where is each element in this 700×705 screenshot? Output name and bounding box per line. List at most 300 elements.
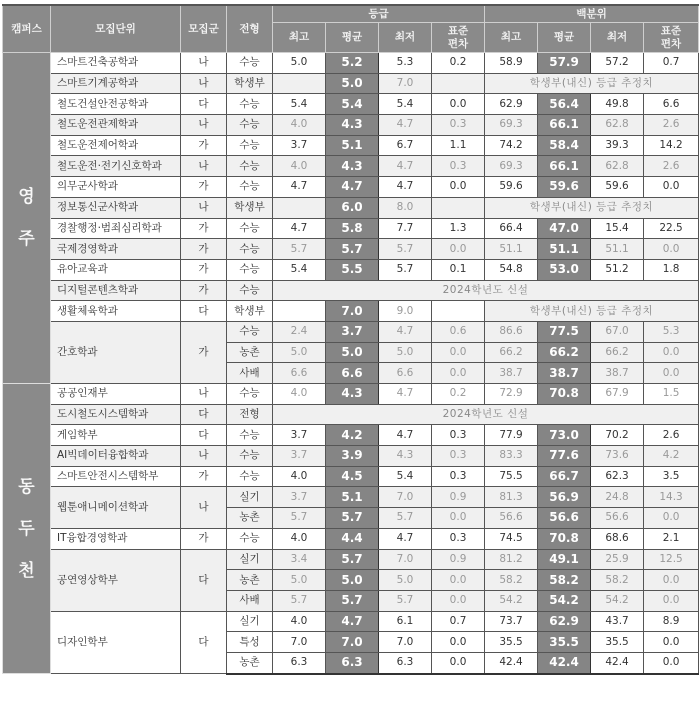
pct-min: 62.3: [591, 466, 644, 487]
grade-min: 7.0: [379, 73, 432, 94]
grade-avg: 4.3: [326, 384, 379, 405]
pct-min: 56.6: [591, 508, 644, 529]
recruit-group: 가: [181, 321, 227, 383]
grade-avg: 4.7: [326, 177, 379, 198]
pct-std: 0.0: [644, 632, 699, 653]
unit-name: AI빅데이터융합학과: [51, 446, 181, 467]
grade-max: 5.7: [273, 590, 326, 611]
note-school-record: 학생부(내신) 등급 추정치: [485, 197, 699, 218]
unit-name: 간호학과: [51, 321, 181, 383]
campus-char: 영: [18, 187, 35, 207]
pct-avg: 66.1: [538, 115, 591, 136]
header-grade-min: 최저: [379, 23, 432, 53]
header-unit: 모집단위: [51, 5, 181, 53]
recruit-group: 가: [181, 280, 227, 301]
unit-name: 디자인학부: [51, 611, 181, 674]
grade-min: 8.0: [379, 197, 432, 218]
grade-max: 4.0: [273, 384, 326, 405]
grade-min: 5.0: [379, 342, 432, 363]
grade-min: 5.4: [379, 466, 432, 487]
header-grade-max: 최고: [273, 23, 326, 53]
grade-max: 5.7: [273, 508, 326, 529]
pct-min: 54.2: [591, 590, 644, 611]
grade-std: 0.0: [432, 342, 485, 363]
grade-max: 4.7: [273, 177, 326, 198]
grade-max: 3.7: [273, 446, 326, 467]
header-campus: 캠퍼스: [3, 5, 51, 53]
unit-name: 스마트기계공학과: [51, 73, 181, 94]
pct-avg: 66.2: [538, 342, 591, 363]
header-pct-avg: 평균: [538, 23, 591, 53]
pct-min: 42.4: [591, 652, 644, 673]
pct-min: 68.6: [591, 528, 644, 549]
unit-name: 유아교육과: [51, 259, 181, 280]
grade-max: 4.0: [273, 528, 326, 549]
pct-std: 6.6: [644, 94, 699, 115]
admission-type: 수능: [227, 177, 273, 198]
pct-avg: 70.8: [538, 528, 591, 549]
recruit-group: 나: [181, 487, 227, 528]
grade-max: 5.4: [273, 94, 326, 115]
pct-avg: 56.9: [538, 487, 591, 508]
pct-avg: 66.1: [538, 156, 591, 177]
note-school-record: 학생부(내신) 등급 추정치: [485, 73, 699, 94]
table-row: [3, 218, 699, 239]
unit-name: 공연영상학부: [51, 549, 181, 611]
admission-type: 학생부: [227, 73, 273, 94]
grade-min: 4.7: [379, 321, 432, 342]
grade-std: [432, 301, 485, 322]
pct-std: 3.5: [644, 466, 699, 487]
pct-std: 14.2: [644, 135, 699, 156]
pct-avg: 57.9: [538, 53, 591, 74]
pct-std: 0.0: [644, 652, 699, 673]
admission-type: 수능: [227, 135, 273, 156]
campus-cell: [3, 53, 51, 384]
pct-std: 0.0: [644, 570, 699, 591]
grade-avg: 3.9: [326, 446, 379, 467]
header-grade-section: 등급: [273, 5, 485, 23]
grade-avg: 5.7: [326, 508, 379, 529]
unit-name: 정보통신군사학과: [51, 197, 181, 218]
grade-avg: 5.8: [326, 218, 379, 239]
admission-type: 수능: [227, 259, 273, 280]
grade-min: 4.7: [379, 425, 432, 446]
admission-type: 농촌: [227, 570, 273, 591]
pct-max: 75.5: [485, 466, 538, 487]
table-row: [3, 156, 699, 177]
grade-std: 0.0: [432, 508, 485, 529]
recruit-group: 다: [181, 404, 227, 425]
pct-min: 70.2: [591, 425, 644, 446]
pct-std: 12.5: [644, 549, 699, 570]
unit-name: 철도운전·전기신호학과: [51, 156, 181, 177]
pct-std: 0.0: [644, 590, 699, 611]
admission-type: 수능: [227, 115, 273, 136]
recruit-group: 다: [181, 301, 227, 322]
grade-max: 4.7: [273, 218, 326, 239]
grade-min: 6.1: [379, 611, 432, 632]
grade-min: 5.7: [379, 239, 432, 260]
grade-max: 5.7: [273, 239, 326, 260]
pct-std: 2.6: [644, 425, 699, 446]
grade-std: 0.1: [432, 259, 485, 280]
pct-std: 0.0: [644, 363, 699, 384]
recruit-group: 나: [181, 384, 227, 405]
pct-max: 35.5: [485, 632, 538, 653]
pct-max: 77.9: [485, 425, 538, 446]
pct-max: 59.6: [485, 177, 538, 198]
grade-avg: 6.0: [326, 197, 379, 218]
campus-char: 동: [18, 476, 35, 497]
pct-min: 24.8: [591, 487, 644, 508]
grade-std: [432, 73, 485, 94]
unit-name: 스마트안전시스템학부: [51, 466, 181, 487]
table-row: [3, 487, 699, 508]
grade-max: [273, 197, 326, 218]
unit-name: 공공인재부: [51, 384, 181, 405]
grade-min: 7.7: [379, 218, 432, 239]
grade-avg: 5.7: [326, 549, 379, 570]
pct-avg: 54.2: [538, 590, 591, 611]
grade-std: 0.0: [432, 363, 485, 384]
pct-std: 14.3: [644, 487, 699, 508]
pct-max: 54.8: [485, 259, 538, 280]
grade-min: 4.7: [379, 528, 432, 549]
pct-avg: 38.7: [538, 363, 591, 384]
grade-avg: 5.7: [326, 239, 379, 260]
pct-avg: 77.6: [538, 446, 591, 467]
admission-type: 수능: [227, 156, 273, 177]
unit-name: 디지털콘텐츠학과: [51, 280, 181, 301]
admission-results-table: [2, 4, 699, 675]
recruit-group: 가: [181, 466, 227, 487]
grade-std: 0.3: [432, 528, 485, 549]
pct-std: 1.8: [644, 259, 699, 280]
pct-avg: 59.6: [538, 177, 591, 198]
table-row: [3, 239, 699, 260]
grade-min: 6.3: [379, 652, 432, 673]
table-row: [3, 528, 699, 549]
table-row: [3, 177, 699, 198]
grade-min: 7.0: [379, 549, 432, 570]
grade-max: 6.3: [273, 652, 326, 673]
recruit-group: 다: [181, 425, 227, 446]
unit-name: 스마트건축공학과: [51, 53, 181, 74]
grade-min: 4.7: [379, 384, 432, 405]
grade-avg: 6.3: [326, 652, 379, 673]
grade-std: 0.3: [432, 115, 485, 136]
pct-std: 1.5: [644, 384, 699, 405]
recruit-group: 가: [181, 177, 227, 198]
grade-max: 4.0: [273, 156, 326, 177]
grade-min: 4.7: [379, 177, 432, 198]
table-row: [3, 425, 699, 446]
grade-max: 5.0: [273, 342, 326, 363]
grade-avg: 7.0: [326, 632, 379, 653]
grade-std: 0.0: [432, 652, 485, 673]
grade-std: 1.1: [432, 135, 485, 156]
pct-min: 59.6: [591, 177, 644, 198]
grade-avg: 5.7: [326, 590, 379, 611]
pct-min: 67.0: [591, 321, 644, 342]
pct-avg: 58.4: [538, 135, 591, 156]
grade-min: 6.7: [379, 135, 432, 156]
pct-min: 62.8: [591, 115, 644, 136]
grade-std: [432, 197, 485, 218]
grade-max: 3.7: [273, 487, 326, 508]
grade-max: [273, 73, 326, 94]
grade-max: 2.4: [273, 321, 326, 342]
pct-min: 62.8: [591, 156, 644, 177]
grade-std: 0.0: [432, 590, 485, 611]
grade-min: 5.4: [379, 94, 432, 115]
pct-max: 38.7: [485, 363, 538, 384]
grade-min: 5.7: [379, 590, 432, 611]
admission-type: 농촌: [227, 508, 273, 529]
header-group: 모집군: [181, 5, 227, 53]
unit-name: 의무군사학과: [51, 177, 181, 198]
table-row: [3, 197, 699, 218]
unit-name: 국제경영학과: [51, 239, 181, 260]
admission-type: 실기: [227, 487, 273, 508]
grade-min: 7.0: [379, 632, 432, 653]
pct-max: 74.5: [485, 528, 538, 549]
header-pct-max: 최고: [485, 23, 538, 53]
grade-avg: 4.3: [326, 115, 379, 136]
admission-type: 수능: [227, 425, 273, 446]
header-grade-std: 표준 편차: [432, 23, 485, 53]
pct-max: 83.3: [485, 446, 538, 467]
campus-cell: [3, 384, 51, 674]
pct-std: 0.7: [644, 53, 699, 74]
pct-max: 73.7: [485, 611, 538, 632]
recruit-group: 나: [181, 53, 227, 74]
pct-max: 69.3: [485, 156, 538, 177]
grade-avg: 5.5: [326, 259, 379, 280]
grade-std: 0.2: [432, 53, 485, 74]
admission-type: 특성: [227, 632, 273, 653]
pct-std: 2.6: [644, 156, 699, 177]
pct-avg: 70.8: [538, 384, 591, 405]
pct-min: 25.9: [591, 549, 644, 570]
pct-max: 66.4: [485, 218, 538, 239]
grade-std: 0.0: [432, 177, 485, 198]
header-type: 전형: [227, 5, 273, 53]
header-grade-avg: 평균: [326, 23, 379, 53]
admission-type: 농촌: [227, 652, 273, 673]
pct-avg: 47.0: [538, 218, 591, 239]
grade-max: 3.4: [273, 549, 326, 570]
pct-max: 72.9: [485, 384, 538, 405]
recruit-group: 나: [181, 156, 227, 177]
grade-avg: 5.0: [326, 73, 379, 94]
note-school-record: 학생부(내신) 등급 추정치: [485, 301, 699, 322]
unit-name: 철도운전제어학과: [51, 135, 181, 156]
pct-avg: 56.6: [538, 508, 591, 529]
grade-std: 0.2: [432, 384, 485, 405]
pct-max: 56.6: [485, 508, 538, 529]
grade-avg: 4.2: [326, 425, 379, 446]
grade-std: 1.3: [432, 218, 485, 239]
grade-std: 0.0: [432, 570, 485, 591]
pct-std: 2.1: [644, 528, 699, 549]
admission-type: 수능: [227, 528, 273, 549]
grade-std: 0.3: [432, 156, 485, 177]
admission-type: 학생부: [227, 197, 273, 218]
pct-std: 0.0: [644, 177, 699, 198]
grade-avg: 5.0: [326, 342, 379, 363]
pct-min: 39.3: [591, 135, 644, 156]
pct-avg: 51.1: [538, 239, 591, 260]
table-row: [3, 404, 699, 425]
grade-max: 4.0: [273, 115, 326, 136]
grade-max: 5.0: [273, 53, 326, 74]
recruit-group: 가: [181, 528, 227, 549]
pct-min: 35.5: [591, 632, 644, 653]
note-new-2024: 2024학년도 신설: [273, 280, 699, 301]
pct-min: 66.2: [591, 342, 644, 363]
table-row: [3, 321, 699, 342]
recruit-group: 가: [181, 259, 227, 280]
admission-type: 수능: [227, 53, 273, 74]
table-row: [3, 466, 699, 487]
pct-max: 58.9: [485, 53, 538, 74]
grade-min: 5.3: [379, 53, 432, 74]
table-body: [3, 53, 699, 674]
pct-avg: 66.7: [538, 466, 591, 487]
pct-min: 58.2: [591, 570, 644, 591]
grade-std: 0.9: [432, 549, 485, 570]
grade-std: 0.7: [432, 611, 485, 632]
admission-type: 수능: [227, 280, 273, 301]
recruit-group: 다: [181, 94, 227, 115]
unit-name: 경찰행정·범죄심리학과: [51, 218, 181, 239]
campus-char: 천: [18, 560, 35, 581]
table-row: [3, 53, 699, 74]
pct-avg: 56.4: [538, 94, 591, 115]
grade-max: 3.7: [273, 425, 326, 446]
grade-std: 0.3: [432, 425, 485, 446]
grade-std: 0.6: [432, 321, 485, 342]
grade-std: 0.3: [432, 446, 485, 467]
pct-avg: 53.0: [538, 259, 591, 280]
recruit-group: 가: [181, 135, 227, 156]
pct-std: 5.3: [644, 321, 699, 342]
table-row: [3, 94, 699, 115]
pct-min: 57.2: [591, 53, 644, 74]
grade-min: 4.7: [379, 156, 432, 177]
grade-std: 0.0: [432, 632, 485, 653]
grade-avg: 4.3: [326, 156, 379, 177]
admission-type: 학생부: [227, 301, 273, 322]
grade-min: 9.0: [379, 301, 432, 322]
admission-type: 수능: [227, 446, 273, 467]
grade-avg: 4.7: [326, 611, 379, 632]
grade-avg: 7.0: [326, 301, 379, 322]
recruit-group: 나: [181, 73, 227, 94]
unit-name: 도시철도시스템학과: [51, 404, 181, 425]
grade-avg: 5.2: [326, 53, 379, 74]
pct-min: 67.9: [591, 384, 644, 405]
grade-avg: 6.6: [326, 363, 379, 384]
grade-std: 0.0: [432, 94, 485, 115]
pct-std: 2.6: [644, 115, 699, 136]
admission-type: 수능: [227, 466, 273, 487]
pct-max: 54.2: [485, 590, 538, 611]
unit-name: 생활체육학과: [51, 301, 181, 322]
pct-avg: 77.5: [538, 321, 591, 342]
grade-avg: 4.4: [326, 528, 379, 549]
table-row: [3, 611, 699, 632]
table-row: [3, 301, 699, 322]
header-pct-std: 표준 편차: [644, 23, 699, 53]
admission-type: 실기: [227, 549, 273, 570]
unit-name: IT융합경영학과: [51, 528, 181, 549]
table-row: [3, 259, 699, 280]
pct-avg: 42.4: [538, 652, 591, 673]
pct-std: 22.5: [644, 218, 699, 239]
pct-max: 62.9: [485, 94, 538, 115]
table-row: [3, 280, 699, 301]
admission-type: 수능: [227, 94, 273, 115]
unit-name: 웹툰애니메이션학과: [51, 487, 181, 528]
table-row: [3, 549, 699, 570]
admission-type: 수능: [227, 321, 273, 342]
grade-max: 5.4: [273, 259, 326, 280]
table-row: [3, 384, 699, 405]
grade-avg: 5.1: [326, 135, 379, 156]
grade-avg: 5.1: [326, 487, 379, 508]
pct-std: 4.2: [644, 446, 699, 467]
pct-max: 69.3: [485, 115, 538, 136]
unit-name: 철도건설안전공학과: [51, 94, 181, 115]
grade-min: 6.6: [379, 363, 432, 384]
pct-min: 15.4: [591, 218, 644, 239]
admission-type: 농촌: [227, 342, 273, 363]
header-pct-min: 최저: [591, 23, 644, 53]
admission-type: 수능: [227, 384, 273, 405]
admission-type: 사배: [227, 590, 273, 611]
pct-std: 0.0: [644, 508, 699, 529]
pct-std: 0.0: [644, 342, 699, 363]
table-row: [3, 446, 699, 467]
pct-std: 8.9: [644, 611, 699, 632]
pct-max: 86.6: [485, 321, 538, 342]
table-row: [3, 115, 699, 136]
grade-avg: 4.5: [326, 466, 379, 487]
grade-avg: 5.0: [326, 570, 379, 591]
grade-std: 0.0: [432, 239, 485, 260]
grade-std: 0.9: [432, 487, 485, 508]
recruit-group: 다: [181, 611, 227, 674]
pct-max: 58.2: [485, 570, 538, 591]
grade-std: 0.3: [432, 466, 485, 487]
grade-avg: 3.7: [326, 321, 379, 342]
header-percentile-section: 백분위: [485, 5, 699, 23]
grade-max: 7.0: [273, 632, 326, 653]
admission-type: 전형: [227, 404, 273, 425]
pct-min: 43.7: [591, 611, 644, 632]
pct-min: 38.7: [591, 363, 644, 384]
grade-min: 5.0: [379, 570, 432, 591]
recruit-group: 나: [181, 115, 227, 136]
pct-max: 81.3: [485, 487, 538, 508]
recruit-group: 가: [181, 239, 227, 260]
admission-type: 사배: [227, 363, 273, 384]
grade-max: [273, 301, 326, 322]
grade-avg: 5.4: [326, 94, 379, 115]
